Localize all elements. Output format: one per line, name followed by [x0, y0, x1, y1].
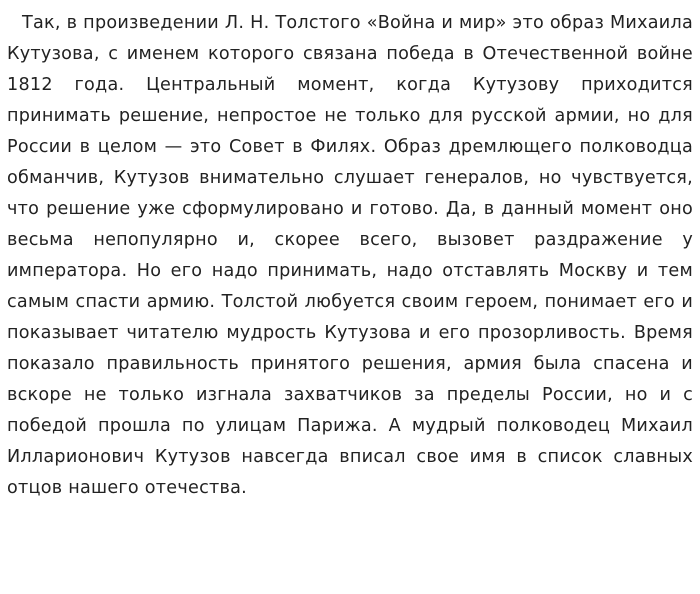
- document-body: [7, 8, 693, 504]
- essay-paragraph: Так, в произведении Л. Н. Толстого «Война и мир» это образ Михаила Кутузова, с именем которого связана победа в Отечественной войне 1812 года. Центральный момент, когда Кутузову приходится принимать решение, непростое не только для русской армии, но для России в целом — это Совет в Филях. Образ дремлющего полководца обманчив, Кутузов внимательно слушает генералов, но чувствуется, что решение уже сформулировано и готово. Да, в данный момент оно весьма непопулярно и, скорее всего, вызовет раздражение у императора. Но его надо принимать, надо отставлять Москву и тем самым спасти армию. Толстой любуется своим героем, понимает его и показывает читателю мудрость Кутузова и его прозорливость. Время показало правильность принятого решения, армия была спасена и вскоре не только изгнала захватчиков за пределы России, но и с победой прошла по улицам Парижа. А мудрый полководец Михаил Илларионович Кутузов навсегда вписал свое имя в список славных отцов нашего отечества.: [7, 13, 693, 498]
